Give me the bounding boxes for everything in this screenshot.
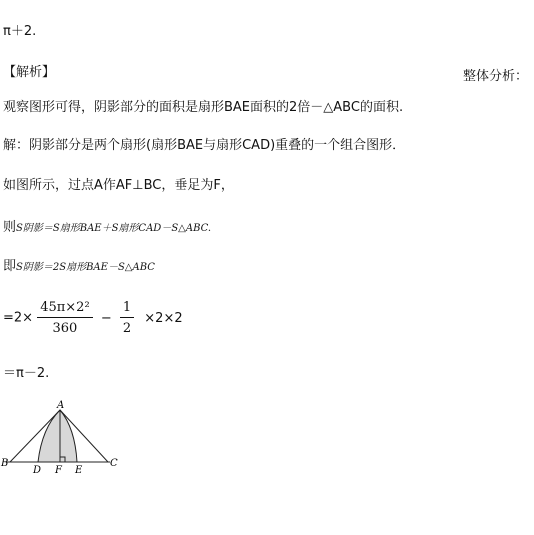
label-b: B <box>1 458 9 469</box>
equation-area-double <box>3 259 155 276</box>
equation-area-sum <box>3 220 211 237</box>
calculation-line <box>3 300 183 336</box>
fraction-denominator: 360 <box>52 321 78 336</box>
analysis-header: 【解析】 <box>3 65 56 80</box>
calc-tail: ×2×2 <box>144 310 183 326</box>
fraction-denominator: 2 <box>122 321 132 336</box>
equation-prefix: 则 <box>3 220 17 235</box>
fraction-numerator: 45π×2² <box>37 300 92 318</box>
solution-text: 解：阴影部分是两个扇形(扇形BAE与扇形CAD)重叠的一个组合图形． <box>3 138 406 153</box>
equation-body: S阴影＝2S扇形BAE－S△ABC <box>16 262 155 273</box>
top-result-text: π＋2. <box>3 24 37 39</box>
label-c: C <box>110 458 118 469</box>
calc-lead: =2× <box>3 310 34 326</box>
label-d: D <box>33 465 42 476</box>
fraction-numerator: 1 <box>120 300 134 318</box>
final-result-text: ＝π－2. <box>3 366 50 381</box>
observation-text: 观察图形可得，阴影部分的面积是扇形BAE面积的2倍－△ABC的面积. <box>3 100 404 115</box>
calc-minus: − <box>100 310 112 326</box>
half-fraction <box>120 300 134 336</box>
geometry-figure <box>0 398 130 478</box>
overall-analysis-label: 整体分析： <box>462 69 528 84</box>
label-f: F <box>55 465 62 476</box>
equation-prefix: 即 <box>3 259 17 274</box>
label-e: E <box>75 465 83 476</box>
label-a: A <box>57 400 65 411</box>
shaded-region <box>38 410 77 462</box>
equation-body: S阴影＝S扇形BAE＋S扇形CAD－S△ABC. <box>16 223 212 234</box>
sector-fraction <box>37 300 92 336</box>
construction-text: 如图所示，过点A作AF⊥BC，垂足为F， <box>3 178 234 193</box>
